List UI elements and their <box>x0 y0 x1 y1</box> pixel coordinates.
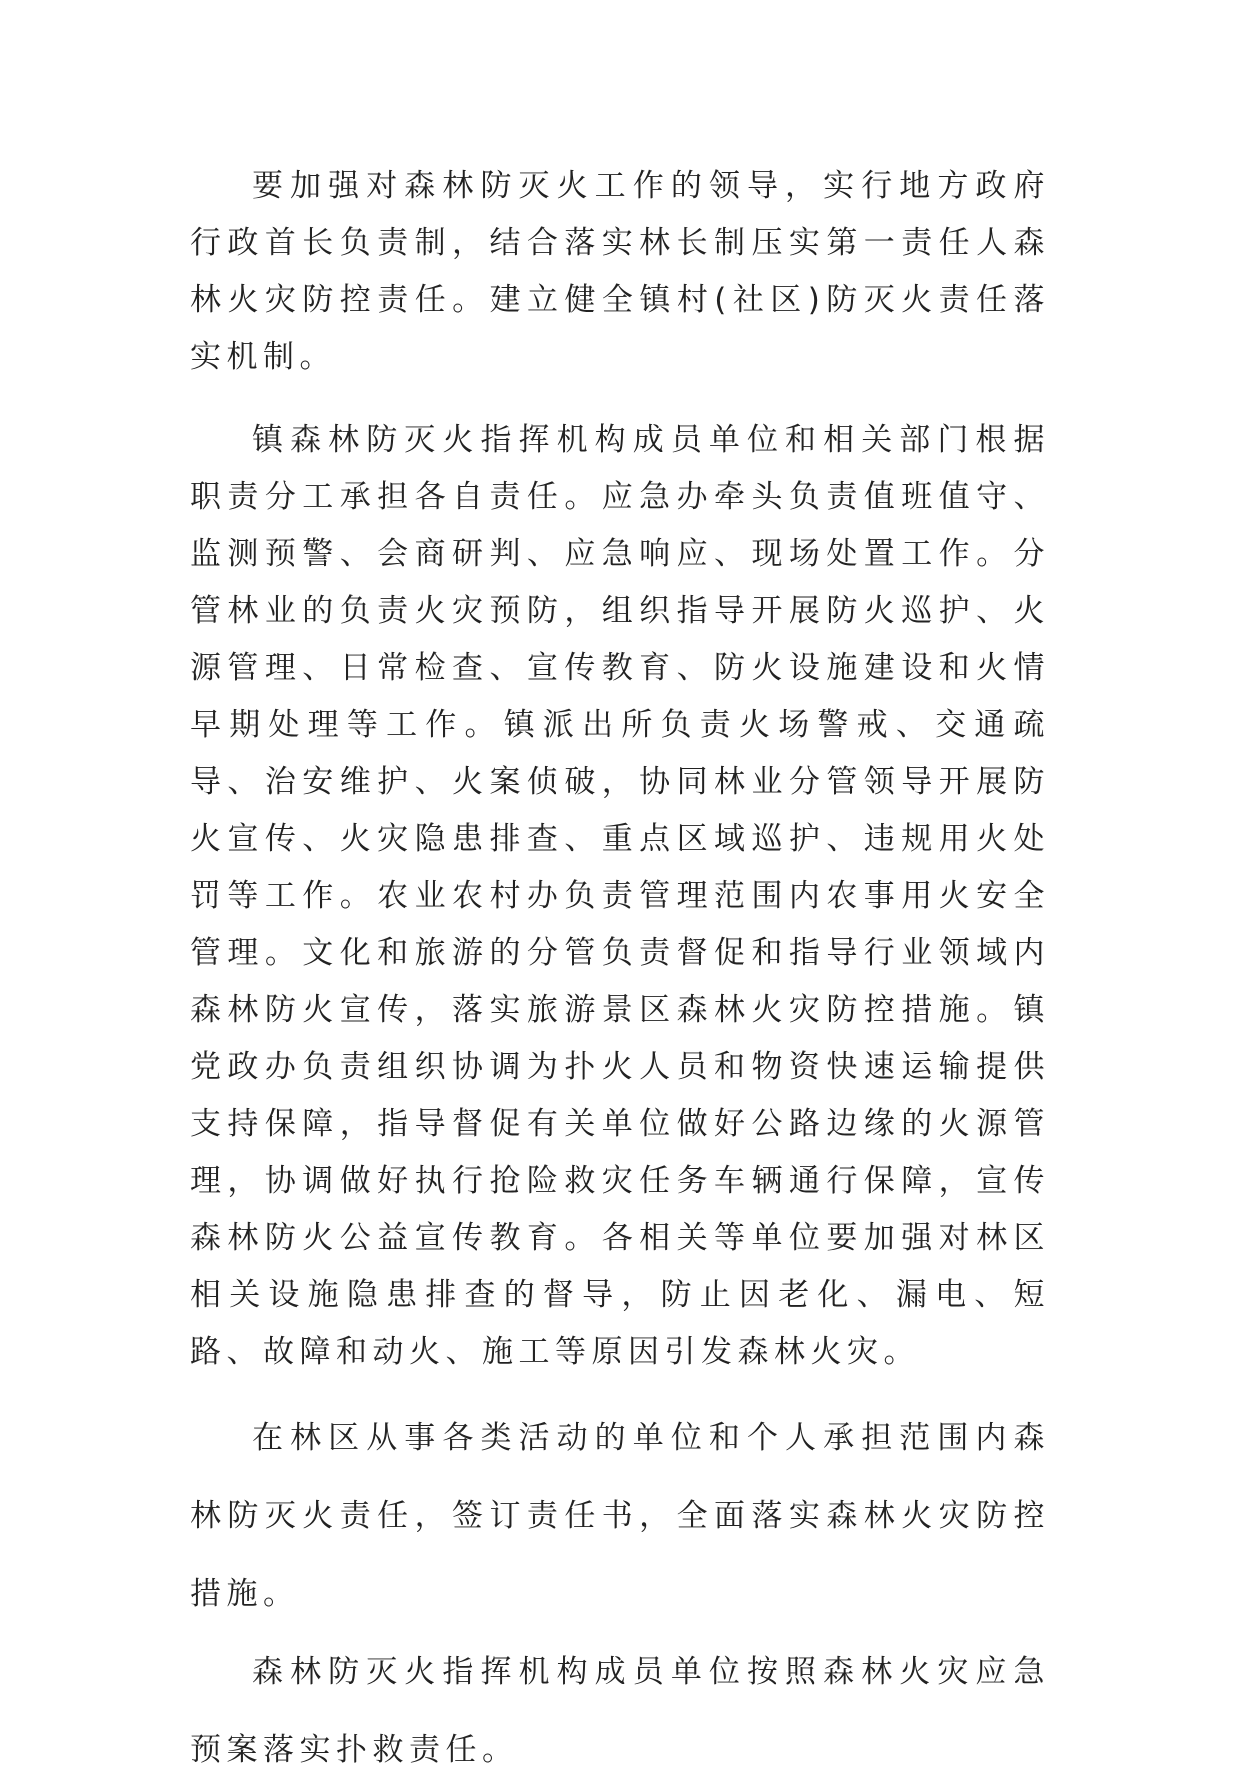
document-body <box>190 158 1050 1789</box>
paragraph-firefighting-responsibility: 森林防灭火指挥机构成员单位按照森林火灾应急预案落实扑救责任。 <box>190 1654 1050 1768</box>
paragraph-department-duties: 镇森林防灭火指挥机构成员单位和相关部门根据职责分工承担各自责任。应急办牵头负责值班值守、监测预警、会商研判、应急响应、现场处置工作。分管林业的负责火灾预防，组织指导开展防火巡护、火源管理、日常检查、宣传教育、防火设施建设和火情早期处理等工作。镇派出所负责火场警戒、交通疏导、治安维护、火案侦破，协同林业分管领导开展防火宣传、火灾隐患排查、重点区域巡护、违规用火处罚等工作。农业农村办负责管理范围内农事用火安全管理。文化和旅游的分管负责督促和指导行业领域内森林防火宣传，落实旅游景区森林火灾防控措施。镇党政办负责组织协调为扑火人员和物资快速运输提供支持保障，指导督促有关单位做好公路边缘的火源管理，协调做好执行抢险救灾任务车辆通行保障，宣传森林防火公益宣传教育。各相关等单位要加强对林区相关设施隐患排查的督导，防止因老化、漏电、短路、故障和动火、施工等原因引发森林火灾。 <box>190 422 1050 1370</box>
paragraph-forest-area-units: 在林区从事各类活动的单位和个人承担范围内森林防灭火责任，签订责任书，全面落实森林火灾防控措施。 <box>190 1420 1050 1612</box>
paragraph-leadership-responsibility: 要加强对森林防灭火工作的领导，实行地方政府行政首长负责制，结合落实林长制压实第一责任人森林火灾防控责任。建立健全镇村(社区)防灭火责任落实机制。 <box>190 168 1050 375</box>
